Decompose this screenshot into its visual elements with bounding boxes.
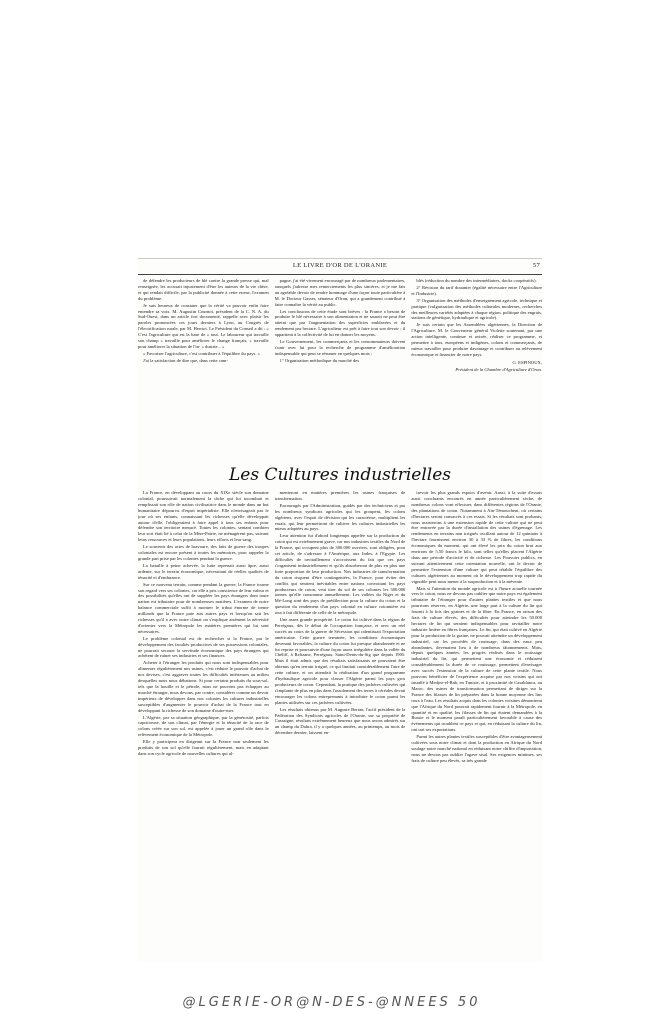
- paragraph: 1° Organisation méthodique du marché des: [279, 357, 360, 363]
- paragraph: Une assez grande prospérité. Le coton fut cultivé dans la région de Perrégaux, dès le début de l'occupation française, et avec un réel succès au cours de la guerre de Sécession qui ralentissait l'exportation américaine. Cette guerre terminée, les conditions économiques devenant favorables, la culture du coton fut presque abandonnée et ne fut reprise et poursuivie d'une façon assez irrégulière dans la vallée du Chéliff, à Relizane, Perrégaux, Saint-Denis-du-Sig que depuis 1905. Mais il était admis que des résultats satisfaisants ne pouvaient être obtenus qu'en terrain irrigué, ce qui limitait considérablement l'aire de cette culture, et on attendait la réalisation d'un grand programme d'hydraulique agricole pour classer l'Algérie parmi les pays gros producteurs de coton. Cependant, la pratique des jachères cultivées qui s'implante de plus en plus dans l'assolement des terres à céréales devait encourager les colons entreprenants à introduire le coton parmi les plantes utilisées sur ces jachères cultivées.: [274, 617, 406, 705]
- page-number: 57: [532, 262, 540, 269]
- signature-name: G. ESPINOUX,: [512, 359, 542, 365]
- bottom-column-3: [411, 490, 542, 958]
- book-page: [138, 258, 542, 962]
- top-column-1: [138, 278, 269, 458]
- paragraph: Acheter à l'étranger les produits qui nous sont indispensables pour alimenter régulièrement nos usines, c'est réduire le pouvoir d'achat de nos devises, c'est aggraver toutes les difficultés intérieures au milieu desquelles nous nous débattons. Si pour certains produits du sous-sol, tels que la houille et le pétrole, nous ne pouvons pas échapper au marché étranger, nous devons, par contre, considérer comme un devoir impérieux de développer dans nos colonies les cultures industrielles susceptibles d'augmenter le pouvoir d'achat de la France tout en développant la richesse de son domaine d'outre-mer.: [138, 660, 269, 713]
- top-column-3: [411, 278, 542, 458]
- paragraph: Je suis heureux de constater que la vérité va pouvoir enfin faire entendre sa voix. M. Augustin Cournot, président de la C. N. A. du Sud-Ouest, dans un article fort documenté, rappelle avec plaisir les paroles prononcées ces jours derniers à Lyon, au Congrès de l'électrification rurale, par M. Herriot. Le Président du Conseil a dit : « C'est l'agriculture qui est la base de » tout. Le laboureur qui travaille son champ » travaille pour améliorer le change français, » travaille pour améliorer la situation de l'in- » dustrie... »: [138, 302, 269, 349]
- paragraph: Les résultats obtenus par M. Auguste Berian, l'actif président de la Fédération des Syndicats agricoles de l'Oranie, sur sa propriété de Cassaigne, résultats extrêmement heureux que nous avons admirés sur un champ du Dahra, il y a quelques années, au printemps, au mois de décembre dernier, laissent en-: [274, 706, 406, 736]
- watermark-footer: @LGERIE-OR@N-DES-@NNEES 50: [182, 995, 481, 1010]
- paragraph: J'ai la satisfaction de dire que, dans cette cam-: [143, 357, 228, 363]
- paragraph: Mais si l'attention du monde agricole est à l'heure actuelle tournée vers le coton, nous ne devons pas oublier que notre pays est également tributaire de l'étranger pour d'autres plantes textiles et que nous pourrions réserver, en Algérie, une large part à la culture du lin qui fournit à la fois des graines et de la fibre. En France, en raison des frais de culture élevés, des difficultés pour atteindre les 50.000 hectares de lin qui seraient indispensables pour ravitailler notre industrie linière en fibres françaises. Le lin, qui était cultivé en Algérie pour la production de la graine, ne pouvait atteindre un développement industriel, car les procédés de rouissage, dans des eaux peu abondantes, devenaient lieu à de nombreux tâtonnements. Mais, depuis quelques années, les progrès réalisés dans le rouissage industriel du lin, qui permettent une économie et réduisent considérablement la durée de ce rouissage, permettent d'envisager avec succès l'extension de la culture de cette plante textile. Nous pouvons bénéficier de l'expérience acquise par nos voisins qui ont installé à Medjez-el-Bab, en Tunisie, et à proximité de Casablanca, au Maroc, des usines de transformation permettant de diriger sur la France des filasses de lin préparées dans la bonne moyenne des lins roux à l'eau. Les résultats acquis dans les colonies voisines démontrent que l'Afrique du Nord pourrait rapidement fournir à la Métropole, en quantité et en qualité, les filasses de lin qui étaient demandées à la Russie et le moment paraît particulièrement favorable à cause des événements qui troublent ce pays et qui, en réduisant la culture du lin, ont tari ses exportations.: [411, 585, 542, 733]
- page-edge: [138, 258, 542, 259]
- section-title: Les Cultures industrielles: [228, 465, 452, 485]
- paragraph: « Favoriser l'agriculture, c'est contribuer à l'équilibre du pays. »: [143, 350, 260, 356]
- paragraph: Elle y participera en dirigeant sur la France non seulement les produits de son sol qu'elle fournit régulièrement, mais en adaptant dans son cycle agricole de nouvelles cultures qui al-: [138, 739, 269, 756]
- header-rule: [138, 274, 542, 275]
- bottom-column-1: [138, 490, 269, 958]
- bottom-article-columns: [138, 490, 542, 958]
- paragraph: Le problème colonial est de rechercher si la France, par le développement des facultés productives de ses possessions coloniales, ne pourrait secouer la servitude économique des pays étrangers qui achètent de ruiner ses industries et ses finances.: [138, 635, 269, 659]
- top-column-2: [275, 278, 406, 458]
- paragraph: Parmi les autres plantes textiles susceptibles d'être avantageusement cultivées sous notre climat et dont la production en Afrique du Nord soulage notre marché national en réduisant notre chiffre d'importation, nous ne devons pas oublier l'agave sisal. Ses exigences minimes, ses frais de culture peu élevés, sa très grande: [411, 734, 542, 763]
- paragraph: L'Algérie, par sa situation géographique, par la générosité, parfois capricieuse, de son climat, par l'énergie et la ténacité de la race de colons créée sur son sol, est appelée à jouer un grand rôle dans le relèvement économique de la Métropole.: [138, 714, 269, 738]
- paragraph: Leur attention fut d'abord longtemps appelée sur la production du coton qui est extrêmement grave, car nos industries textiles du Nord de la France, qui occupent plus de 300.000 ouvriers, sont obligées, pour cet article, de s'adresser à l'Amérique, aux Indes, à l'Egypte. Les difficultés de ravitaillement s'accroissent du fait que ces pays s'organisent industriellement et qu'ils absorberont de plus en plus une forte proportion de leur production. Nos industries de transformation du coton risquent d'être contingentées, la France, pour éviter des conflits qui seraient inévitables entre nations convoitant les pays producteurs de coton, veut tirer du sol de ses colonies les 300.000 tonnes qu'elle consomme annuellement. Les vallées du Niger et du Mé-Long sont des pays de prédilection pour la culture du coton et la question du rendement d'un pays colonial en culture cotonnière est tout à fait différente de celle de la métropole.: [274, 533, 406, 616]
- running-title: LE LIVRE D'OR DE L'ORANIE: [292, 262, 388, 269]
- paragraph: blés (réduction du nombre des intermédiaires, docks coopératifs).: [416, 278, 537, 283]
- paragraph: Le Gouvernement, les commerçants et les consommateurs doivent s'unir avec lui pour la recherche de programme d'amélioration indispensable qui peut se résumer en quelques mots :: [274, 339, 406, 356]
- paragraph: de défendre les producteurs de blé contre la grande presse qui, mal renseignée, les accusait injustement d'être les auteurs de la vie chère, et qui rendait difficile, par la publicité donnée à cette erreur, l'examen du problème.: [138, 278, 269, 301]
- paragraph: Encouragés par l'Administration, guidés par des techniciens et par les nombreux syndicats agricoles qui les groupent, les colons algériens, avec l'esprit de décision qui les caractérise, multiplient les essais, qui leur permettront de cultiver les cultures industrielles les mieux adaptées au pays.: [274, 502, 406, 532]
- paragraph: Les conclusions de cette étude sont brèves : la France a besoin de produire le blé nécessaire à son alimentation et ne saurait ne peut être atteint que par l'augmentation des superficies emblavées et du rendement par hectare. L'agriculteur est prêt à faire tout son devoir ; il appartient à la collectivité de lui en donner les moyens.: [274, 308, 406, 338]
- paragraph: La France, en développant au cours du XIXe siècle son domaine colonial, poursuivait normalement la tâche qui lui incombait et remplissait son rôle de nation civilisatrice dans le monde dans un but humanitaire dépourvu d'esprit impérialiste. Elle n'envisageait pas le jour où ses enfants, connaissant les richesses qu'elle développait autour d'elle, l'obligeraient à faire appel à tous ses enfants pour défendre son territoire menacé. Toutes les colonies, sentant combien leur sort était lié à celui de la Mère-Patrie, ne ménagèrent pas, suivant leurs ressources et leurs populations, leurs efforts et leur sang.: [138, 490, 269, 543]
- paragraph: Je suis certain que les Assemblées algériennes, la Direction de l'Agriculture, M. le Gouverneur général Violette soutenant, par une action intelligente, continue et avisée, réaliser ce programme, et permettre à tous, européens et indigènes, colons et commerçants, de mieux travailler pour produire davantage et contribuer au relèvement économique et financier de notre pays.: [411, 322, 542, 357]
- paragraph: menteront en matières premières les usines françaises de transformation.: [274, 490, 406, 501]
- paragraph: 2° Révision du tarif douanier (égalité nécessaire entre l'Agriculture et l'Industrie).: [411, 284, 542, 296]
- running-header: [138, 262, 542, 274]
- top-article-columns: [138, 278, 542, 458]
- signature-role: Président de la Chambre d'Agriculture d'Oran.: [455, 366, 542, 372]
- paragraph: 3° Organisation des méthodes d'enseignement agricole, technique et pratique (vulgarisation des méthodes culturales modernes, recherches des meilleures variétés adaptées à chaque région, politique des engrais, stations de génétique, hydraulique et agricole).: [411, 297, 542, 321]
- bottom-column-2: [275, 490, 406, 958]
- paragraph: La bataille à peine achevée, la lutte reprenait aussi âpre, aussi ardente, sur le terrain économique, nécessitant de réelles qualités de ténacité et d'endurance.: [138, 562, 269, 580]
- paragraph: pagne, j'ai été vivement encouragé par de nombreux parlementaires, auxquels j'adresse mes remerciements les plus sincères, et je me fais un agréable devoir de rendre hommage d'une façon toute particulière à M. le Docteur Gasser, sénateur d'Oran, qui a grandement contribué à faire connaître la vérité au public.: [274, 278, 406, 307]
- paragraph: trevoir les plus grands espoirs d'avenir. Aussi, à la suite d'essais aussi concluants encourés en année particulièrement sèche, de nombreux colons vont effectuer, dans différentes régions de l'Oranie, des plantations de coton. Notamment à Aïn-Témouchent, où certains d'hectares seront consacrés à ces essais. Si les résultats sont probants, nous assisterons à une extension rapide de cette culture qui ne peut être entravée par la durée d'installation des usines d'égrenage. Les rendements en terrains non irrigués oscillant autour de 12 quintaux à l'hectare fournissent environ 30 à 33 % de fibres, les conditions économiques du moment, qui ont élevé les prix du coton brut aux environs de 5,50 francs le kilo, sont telles qu'elles placent l'Algérie dans une période d'activité et de richesse. Les Pouvoirs publics, en suivant attentivement cette orientation nouvelle, ont le devoir de permettre l'extension d'une culture qui peut rétablir l'équilibre des cultures algériennes au moment où le développement trop rapide du vignoble peut nous mener à la surproduction et à la mévente.: [411, 490, 542, 584]
- paragraph: Le souvenir des actes de bravoure, des faits de guerre des troupes coloniales est encore présent à toutes les mémoires, pour rappeler la grande part prise par les colonies pendant la guerre.: [138, 544, 269, 561]
- paragraph: Sur ce nouveau terrain, comme pendant la guerre, la France tourne son regard vers ses colonies, car elle a pris conscience de leur valeur et des possibilités qu'elles ont de suppléer les pays étrangers dont toute nation est tributaire pour de nombreuses matières. L'examen de notre balance commerciale suffit à montrer le tribut énorme de trente milliards que la France paie aux autres pays et lorsqu'on sait les richesses qu'il a avec notre climat on s'explique aisément la nécessité d'orienter vers la Métropole les matières premières qui lui sont nécessaires.: [138, 581, 269, 634]
